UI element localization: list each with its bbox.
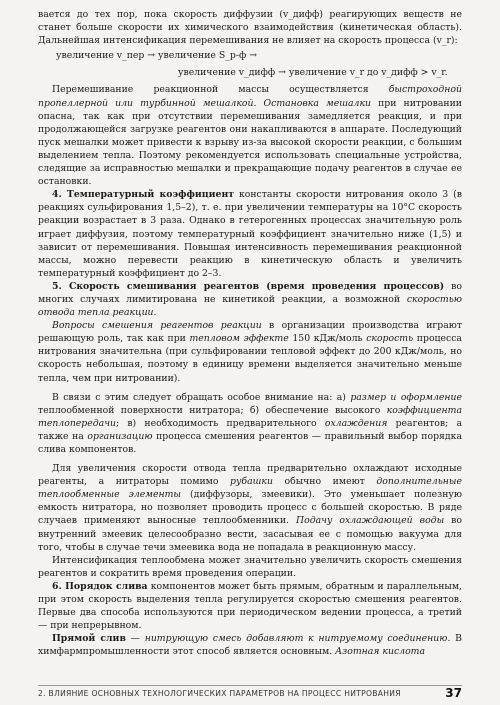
text: компонентов может быть прямым, обратным и параллельным, при этом скорость выделения тепла регулируется скоростью смешения реагентов. Первые два способа используются при периодическом ведении процесса, а третий — при непрерывном. bbox=[38, 580, 463, 632]
intro-paragraph: вается до тех пор, пока скорость диффузии (v_дифф) реагирующих веществ не станет больше скорости их химического взаимодействия (кинетическая область). Дальнейшая интенсификация перемешивания не влияет на скорость процесса (v_r): bbox=[38, 9, 462, 47]
text: ; в) необходимость предварительного bbox=[115, 417, 325, 429]
paragraph-mixing bbox=[38, 83, 462, 188]
italic-text: охлаждения bbox=[324, 417, 388, 429]
paragraph-6 bbox=[38, 580, 462, 632]
italic-text: — нитрующую смесь добавляют к нитруемому соединению. bbox=[125, 633, 451, 645]
paragraph-attention bbox=[38, 391, 462, 456]
page-number: 37 bbox=[445, 686, 462, 700]
formula-line-1: увеличение v_пер → увеличение S_р-ф → bbox=[56, 50, 257, 62]
text: процесса смешения реагентов — правильный выбор порядка слива компонентов. bbox=[38, 430, 462, 455]
text: обычно имеют bbox=[272, 476, 377, 488]
text: в организации производства играют решающую роль, так как при bbox=[38, 320, 462, 345]
paragraph-5 bbox=[38, 280, 462, 319]
paragraph-direct-pour bbox=[38, 632, 462, 658]
text: Перемешивание реакционной массы осуществляется bbox=[52, 84, 389, 96]
paragraph-heat-removal bbox=[38, 462, 462, 554]
italic-text: Азотная кислота bbox=[335, 646, 426, 658]
text: во внутренний змеевик целесообразно вести, засасывая ее с помощью вакуума для того, чтобы в случае течи змеевика вода не попадала в реакционную массу. bbox=[38, 515, 463, 553]
section-heading-4: 4. Температурный коэффициент bbox=[52, 189, 235, 201]
text: во многих случаях лимитирована не кинетикой реакции, а возможной bbox=[38, 280, 462, 305]
italic-text: Вопросы смешения реагентов реакции bbox=[52, 320, 262, 332]
text: В химфармпромышленности этот способ является основным. bbox=[38, 633, 462, 658]
italic-text: скоростью отвода тепла реакции. bbox=[38, 293, 462, 319]
italic-text: дополнительные теплообменные элементы bbox=[38, 476, 462, 501]
text: (диффузоры, змеевики). Это уменьшает полезную емкость нитратора, но позволяет проводить процесс с большей скоростью. В ряде случаев применяют выносные теплообменники. bbox=[38, 489, 462, 527]
page-footer bbox=[38, 685, 462, 700]
italic-text: размер и оформление bbox=[350, 391, 462, 403]
page-body bbox=[38, 8, 462, 659]
italic-text: тепловом эффекте bbox=[189, 333, 289, 345]
paragraph-4 bbox=[38, 188, 462, 280]
text: процесса нитрования значительна (при сульфировании тепловой эффект до 200 кДж/моль, но скорость небольшая, поэтому в единицу времени выделяется значительно меньше тепла, чем при нитровании). bbox=[38, 333, 462, 384]
italic-text: рубашки bbox=[230, 476, 273, 488]
text: константы скорости нитрования около 3 (в реакциях сульфирования 1,5–2), т. е. при увеличении температуры на 10°C скорость реакции возрастает в 3 раза. Однако в гетерогенных процессах значительную роль играет диффузия, поэтому температурный коэффициент значительно ниже (1,5) и зависит от перемешивания. Повышая интенсивность перемешивания реакционной массы, можно перевести реакцию в кинетическую область и увеличить температурный коэффициент до 2–3. bbox=[38, 189, 462, 279]
italic-text: Подачу охлаждающей воды bbox=[296, 515, 445, 527]
section-heading-5: 5. Скорость смешивания реагентов (время проведения процессов) bbox=[52, 280, 445, 292]
paragraph-intensification: Интенсификация теплообмена может значительно увеличить скорость смешения реагентов и сократить время проведения операции. bbox=[38, 554, 462, 579]
italic-text: скорость bbox=[366, 333, 414, 345]
text: Для увеличения скорости отвода тепла предварительно охлаждают исходные реагенты, а нитраторы помимо bbox=[38, 463, 462, 488]
text: при нитровании опасна, так как при отсутствии перемешивания замедляется реакция, и при продолжающейся загрузке реагентов они накапливаются в аппарате. Последующий пуск мешалки может привести к взрыву из-за высокой скорости реакции, с большим выделением тепла. Поэтому рекомендуется использовать специальные устройства, следящие за исправностью мешалки и прекращающие подачу реагентов в случае ее остановки. bbox=[38, 97, 462, 188]
text: реагентов; а также на bbox=[38, 417, 462, 442]
text: теплообменной поверхности нитратора; б) обеспечение высокого bbox=[38, 404, 387, 416]
text: 150 кДж/моль bbox=[288, 333, 367, 345]
running-footer-title: 2. ВЛИЯНИЕ ОСНОВНЫХ ТЕХНОЛОГИЧЕСКИХ ПАРАМЕТРОВ НА ПРОЦЕСС НИТРОВАНИЯ bbox=[38, 689, 401, 698]
term-heading: Прямой слив bbox=[52, 633, 126, 645]
section-heading-6: 6. Порядок слива bbox=[52, 580, 148, 592]
paragraph-questions bbox=[38, 319, 462, 384]
text: В связи с этим следует обращать особое внимание на: а) bbox=[52, 391, 351, 403]
italic-text: коэффициента теплопередачи bbox=[38, 404, 462, 429]
italic-text: организацию bbox=[87, 430, 153, 442]
formula-line-2: увеличение v_дифф → увеличение v_r до v_дифф > v_r. bbox=[178, 67, 448, 79]
italic-text: быстроходной пропеллерной или турбинной мешалкой. Остановка мешалки bbox=[38, 84, 462, 109]
